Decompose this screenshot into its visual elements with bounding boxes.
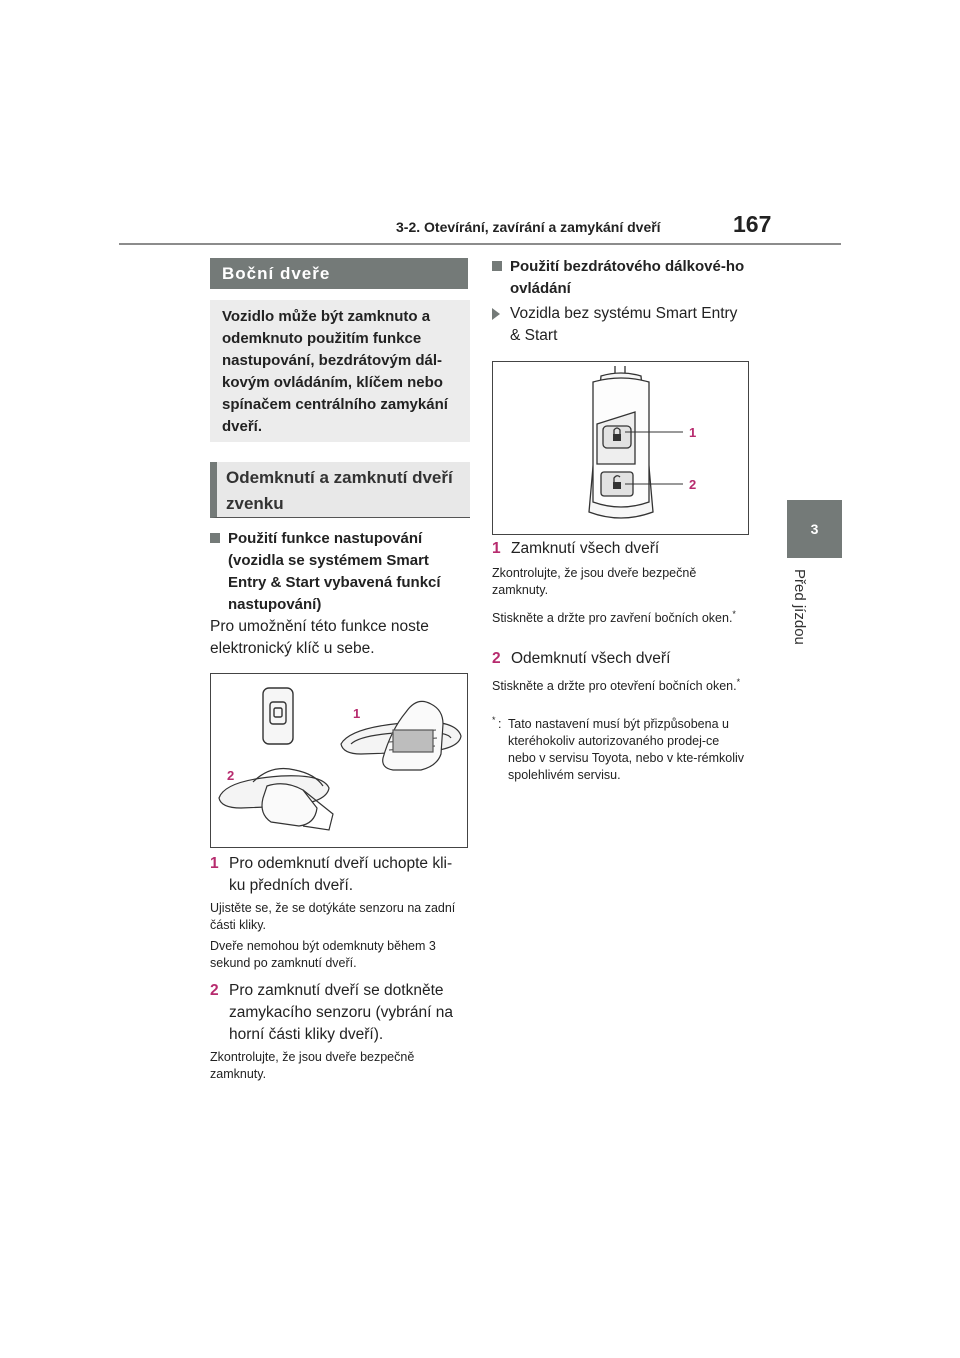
- chapter-title: Před jízdou: [791, 569, 808, 645]
- remote-sub-bullet: Vozidla bez systému Smart Entry & Start: [492, 303, 750, 347]
- square-bullet-icon: [492, 261, 502, 271]
- door-handle-illustration: [211, 674, 467, 847]
- door-handle-figure: [210, 673, 468, 848]
- remote-step-1-note-1: Zkontrolujte, že jsou dveře bezpečně zamknuty.: [492, 566, 697, 597]
- bullet-heading: Použití funkce nastupování (vozidla se systémem Smart Entry & Start vybavená funkcí nastupování): [210, 528, 468, 616]
- figure-label-2: 2: [227, 768, 235, 783]
- step-1-note-1: Ujistěte se, že se dotýkáte senzoru na zadní části kliky.: [210, 901, 456, 932]
- remote-key-icon: [589, 366, 653, 518]
- remote-step-1-note-2: Stiskněte a držte pro zavření bočních oken.*: [492, 609, 736, 626]
- remote-step-1: 1 Zamknutí všech dveří: [492, 540, 660, 557]
- figure-label-2: 2: [689, 477, 697, 492]
- remote-step-2-note-1: Stiskněte a držte pro otevření bočních oken.*: [492, 677, 741, 694]
- bullet-text: Pro umožnění této funkce noste elektronický klíč u sebe.: [210, 618, 429, 657]
- triangle-bullet-icon: [492, 308, 500, 320]
- figure-label-1: 1: [689, 425, 697, 440]
- step-1: 1 Pro odemknutí dveří uchopte kli-ku předních dveří.: [210, 855, 453, 894]
- remote-key-illustration: [493, 362, 748, 534]
- remote-step-2: 2 Odemknutí všech dveří: [492, 650, 671, 667]
- square-bullet-icon: [210, 533, 220, 543]
- header-rule: [119, 243, 841, 245]
- subsection-heading: Odemknutí a zamknutí dveří zvenku: [210, 462, 470, 518]
- section-heading: Boční dveře: [210, 258, 468, 289]
- lower-handle-icon: [219, 769, 333, 831]
- section-title: 3-2. Otevírání, zavírání a zamykání dveří: [396, 219, 661, 235]
- footnote: * : Tato nastavení musí být přizpůsobena u kteréhokoliv autorizovaného prodej-ce nebo v servisu Toyota, nebo v kte-rémkoliv spolehlivém servisu.: [492, 715, 744, 782]
- page-number: 167: [733, 211, 772, 237]
- step-1-note-2: Dveře nemohou být odemknuty během 3 sekund po zamknutí dveří.: [210, 939, 436, 970]
- remote-key-figure: [492, 361, 749, 535]
- chapter-tab: 3: [787, 500, 842, 558]
- step-2: 2 Pro zamknutí dveří se dotkněte zamykacího senzoru (vybrání na horní části kliky dveří).: [210, 982, 453, 1043]
- remote-bullet-heading: Použití bezdrátového dálkové-ho ovládání: [492, 256, 750, 300]
- figure-label-1: 1: [353, 706, 361, 721]
- key-fob-icon: [263, 688, 293, 744]
- intro-box: Vozidlo může být zamknuto a odemknuto použitím funkce nastupování, bezdrátovým dál-kovým ovládáním, klíčem nebo spínačem centrálního zamykání dveří.: [210, 300, 470, 442]
- step-2-note-1: Zkontrolujte, že jsou dveře bezpečně zamknuty.: [210, 1050, 415, 1081]
